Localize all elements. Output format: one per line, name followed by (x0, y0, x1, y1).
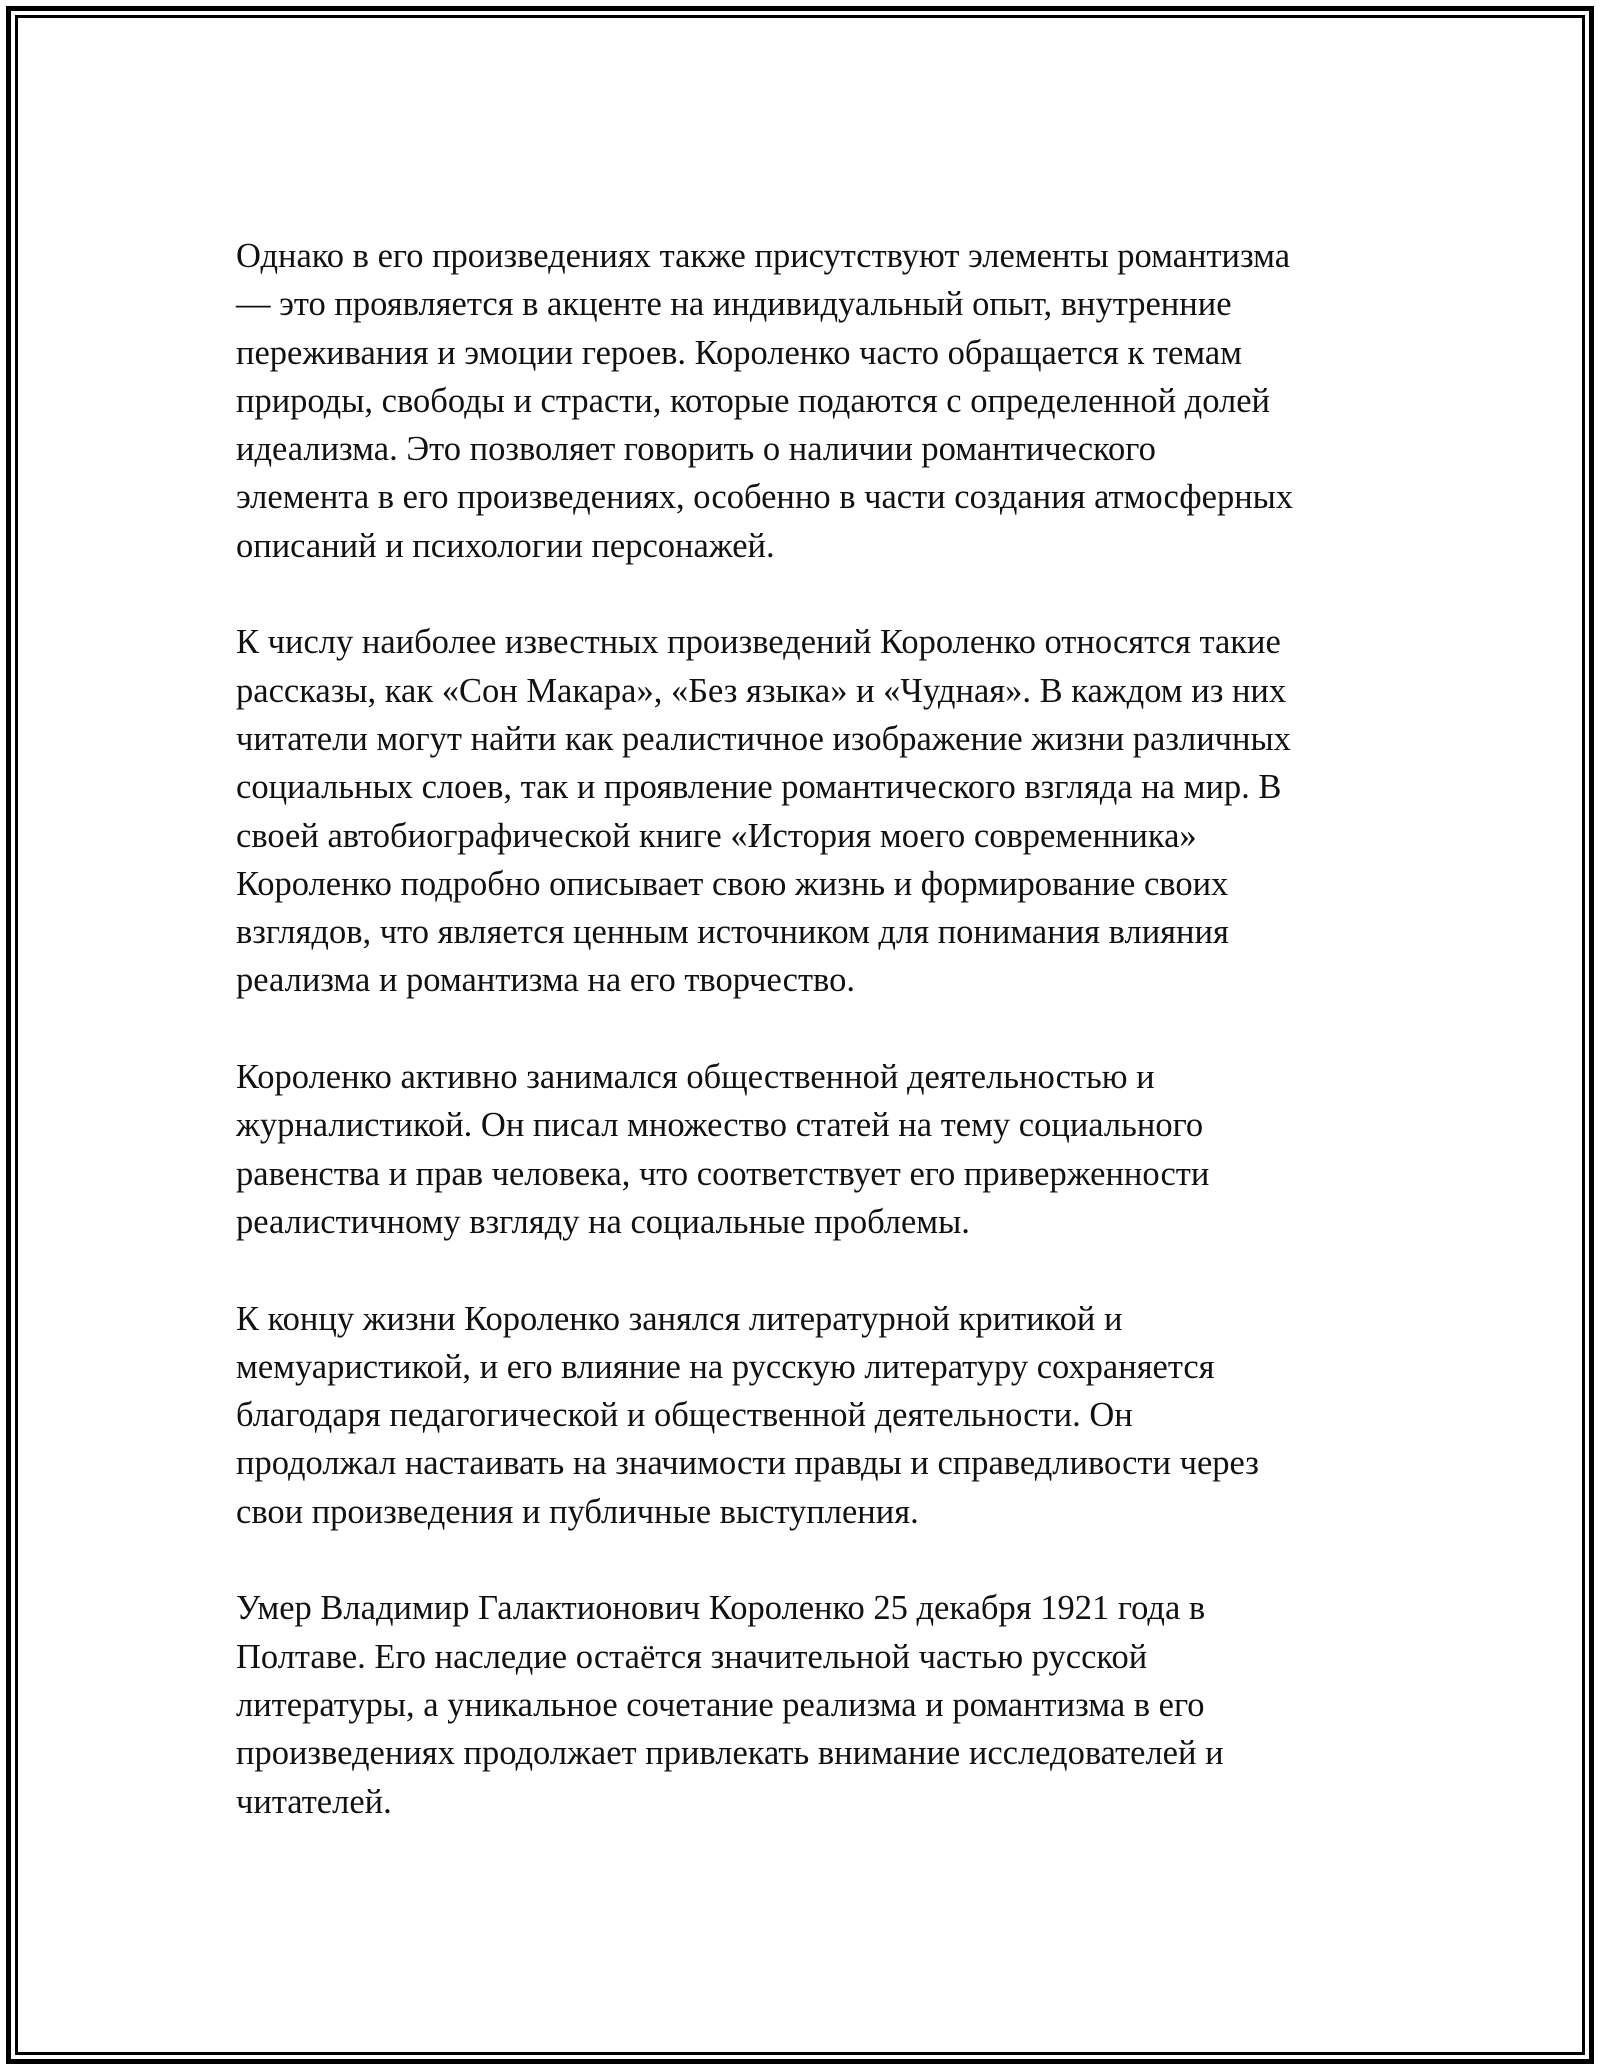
paragraph-death-legacy: Умер Владимир Галактионович Короленко 25 декабря 1921 года в Полтаве. Его наследие остаётся значительной частью русской литературы, а уникальное сочетание реализма и романтизма в его произведениях продолжает привлекать внимание исследователей и читателей. (236, 1589, 1224, 1821)
paragraph-public-activity: Короленко активно занимался общественной деятельностью и журналистикой. Он писал множество статей на тему социального равенства и прав человека, что соответствует его приверженности реалистичному взгляду на социальные проблемы. (236, 1058, 1210, 1241)
paragraph-famous-works: К числу наиболее известных произведений Короленко относятся такие рассказы, как «Сон Макара», «Без языка» и «Чудная». В каждом из них читатели могут найти как реалистичное изображение жизни различных социальных слоев, так и проявление романтического взгляда на мир. В своей автобиографической книге «История моего современника» Короленко подробно описывает свою жизнь и формирование своих взглядов, что является ценным источником для понимания влияния реализма и романтизма на его творчество. (236, 623, 1291, 1000)
paragraph-romanticism: Однако в его произведениях также присутствуют элементы романтизма — это проявляется в акценте на индивидуальный опыт, внутренние переживания и эмоции героев. Короленко часто обращается к темам природы, свободы и страсти, которые подаются с определенной долей идеализма. Это позволяет говорить о наличии романтического элемента в его произведениях, особенно в части создания атмосферных описаний и психологии персонажей. (236, 237, 1294, 565)
document-body (236, 232, 1406, 1874)
paragraph-late-life: К концу жизни Короленко занялся литературной критикой и мемуаристикой, и его влияние на русскую литературу сохраняется благодаря педагогической и общественной деятельности. Он продолжал настаивать на значимости правды и справедливости через свои произведения и публичные выступления. (236, 1299, 1259, 1531)
